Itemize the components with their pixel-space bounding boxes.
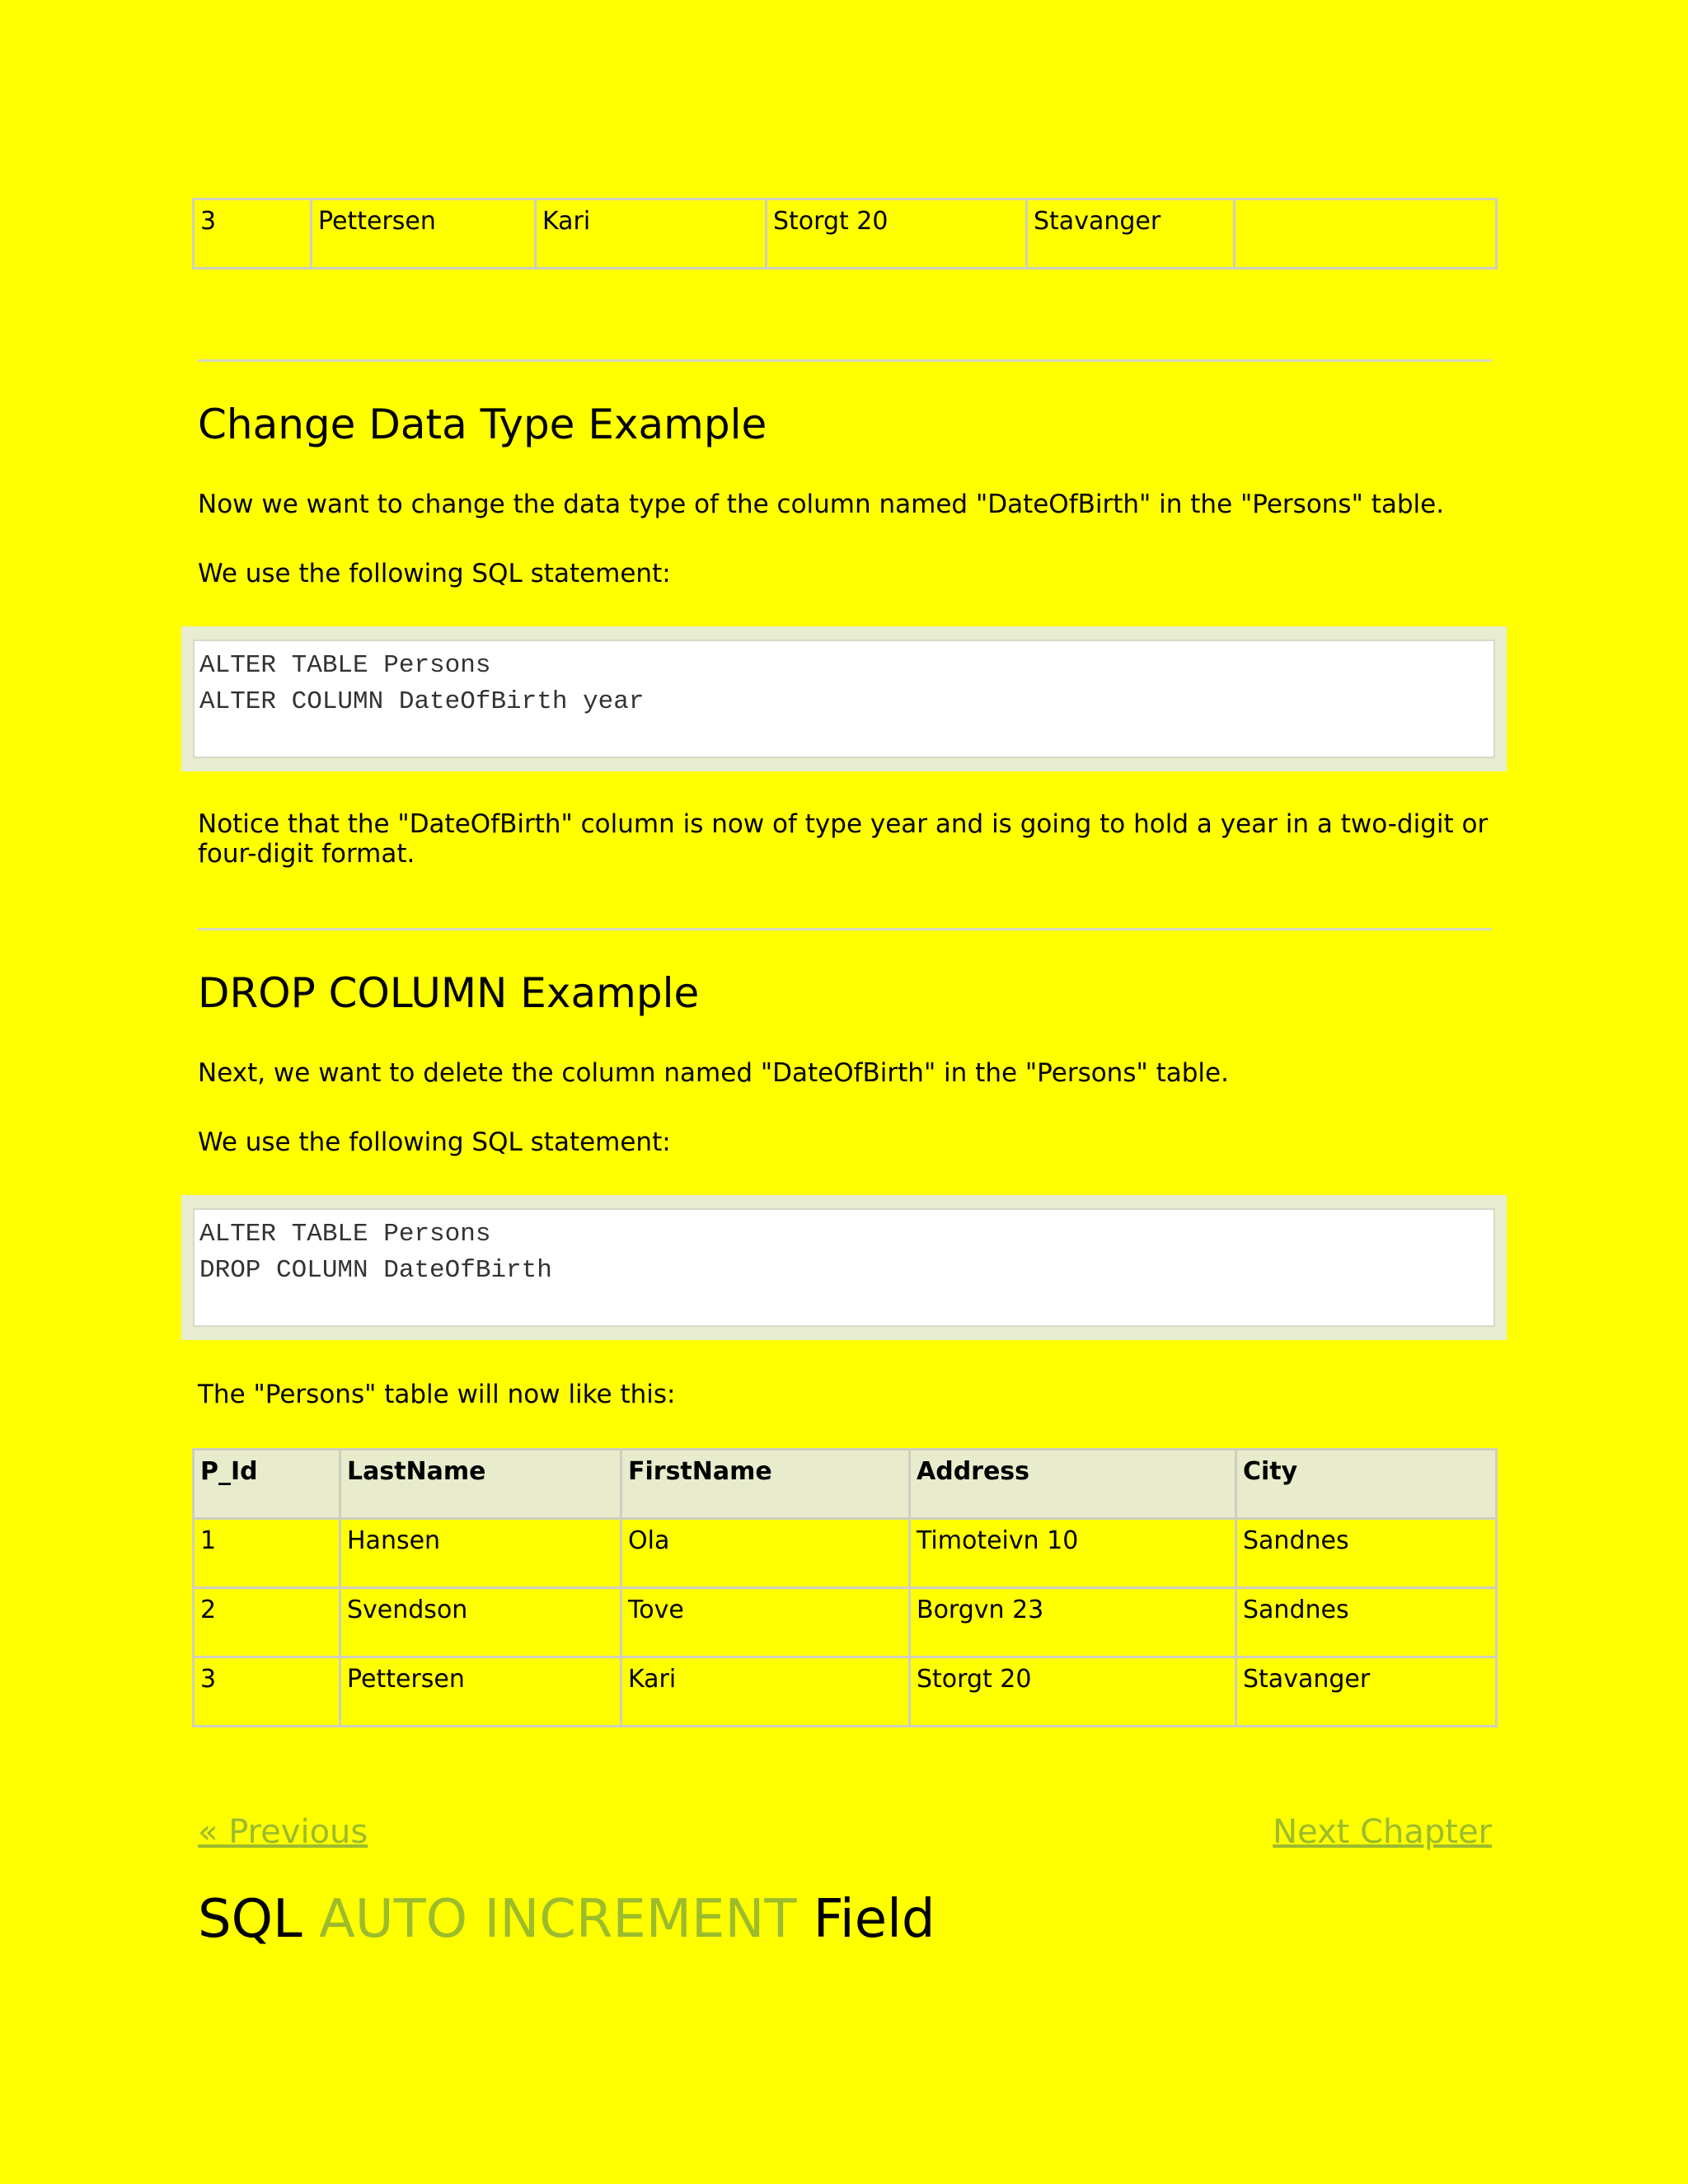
section-heading-drop-column: DROP COLUMN Example [198, 969, 700, 1017]
section-lead: We use the following SQL statement: [198, 559, 671, 588]
table-header-cell: City [1236, 1450, 1497, 1519]
table-row [194, 1519, 1497, 1588]
previous-link[interactable]: « Previous [198, 1813, 368, 1851]
code-example-box [181, 626, 1507, 771]
table-cell: Pettersen [312, 199, 536, 269]
table-header-cell: LastName [340, 1450, 621, 1519]
table-cell: Kari [536, 199, 767, 269]
table-header-row [194, 1450, 1497, 1519]
persons-table [192, 1448, 1498, 1727]
table-header-cell: Address [910, 1450, 1236, 1519]
table-cell: Pettersen [340, 1657, 621, 1727]
table-intro: The "Persons" table will now like this: [198, 1380, 676, 1409]
table-header-cell: FirstName [621, 1450, 910, 1519]
code-example[interactable]: ALTER TABLE Persons DROP COLUMN DateOfBirth [193, 1208, 1495, 1327]
table-cell: Hansen [340, 1519, 621, 1588]
code-example-box [181, 1195, 1507, 1340]
table-header-cell: P_Id [194, 1450, 340, 1519]
table-cell: Storgt 20 [910, 1657, 1236, 1727]
section-intro: Now we want to change the data type of the column named "DateOfBirth" in the "Persons" table. [198, 490, 1445, 519]
next-chapter-title-highlight[interactable]: AUTO INCREMENT [319, 1889, 797, 1950]
table-cell: Sandnes [1236, 1519, 1497, 1588]
table-cell: Ola [621, 1519, 910, 1588]
table-cell: 2 [194, 1588, 340, 1657]
table-cell: Stavanger [1027, 199, 1235, 269]
section-heading-change-type: Change Data Type Example [198, 401, 767, 448]
next-chapter-link[interactable]: Next Chapter [1273, 1813, 1492, 1851]
table-cell: Timoteivn 10 [910, 1519, 1236, 1588]
divider [198, 928, 1492, 930]
table-cell [1235, 199, 1497, 269]
table-row [194, 1657, 1497, 1727]
table-cell: Svendson [340, 1588, 621, 1657]
table-cell: Storgt 20 [767, 199, 1027, 269]
persons-table-continued [192, 198, 1498, 269]
divider [198, 359, 1492, 362]
next-chapter-title-suffix: Field [796, 1889, 935, 1950]
table-cell: Stavanger [1236, 1657, 1497, 1727]
section-lead: We use the following SQL statement: [198, 1127, 671, 1157]
table-cell: 1 [194, 1519, 340, 1588]
code-example[interactable]: ALTER TABLE Persons ALTER COLUMN DateOfBirth year [193, 640, 1495, 758]
next-chapter-title-prefix: SQL [198, 1889, 319, 1950]
table-row [194, 199, 1497, 269]
table-cell: Kari [621, 1657, 910, 1727]
table-cell: 3 [194, 199, 312, 269]
table-row [194, 1588, 1497, 1657]
table-cell: 3 [194, 1657, 340, 1727]
table-cell: Borgvn 23 [910, 1588, 1236, 1657]
section-intro: Next, we want to delete the column named "DateOfBirth" in the "Persons" table. [198, 1058, 1229, 1088]
table-cell: Tove [621, 1588, 910, 1657]
next-chapter-title [198, 1889, 935, 1950]
table-cell: Sandnes [1236, 1588, 1497, 1657]
section-note: Notice that the "DateOfBirth" column is now of type year and is going to hold a year in a two-digit or four-digit format. [198, 809, 1489, 869]
